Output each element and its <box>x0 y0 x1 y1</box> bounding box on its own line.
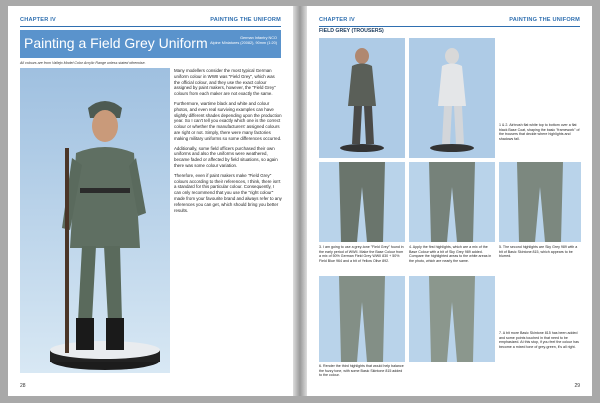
photo-step-6 <box>319 276 405 362</box>
article-title: Painting a Field Grey Uniform <box>24 35 208 51</box>
chapter-label: CHAPTER IV <box>319 17 355 23</box>
header-rule <box>319 26 580 27</box>
figure-photo-main <box>20 68 170 373</box>
caption-step-3: 3. I am going to use a grey-tone "Field Grey" found in the early period of WWII. Make the Base Colour from a mix of 50% German Field Grey WWII 830 + 50% Field Blue 964 and a bit of Yellow Olive 892. <box>319 245 404 263</box>
title-meta-line: German Infantry NCO <box>240 36 277 40</box>
title-meta <box>192 36 277 46</box>
photo-step-7 <box>409 276 495 362</box>
caption-step-5: 5. The second highlights are Sky Grey 989 with a bit of Basic Skintone 815, which appears to be blurred. <box>499 245 578 259</box>
chapter-label: CHAPTER IV <box>20 17 56 23</box>
caption-step-6: 6. Render the third highlights that would help balance the fuzzy tone, with some Basic Skintone 815 added to the colour. <box>319 364 404 378</box>
running-head: PAINTING THE UNIFORM <box>210 17 281 23</box>
photo-step-5 <box>499 162 581 242</box>
body-text <box>174 68 282 217</box>
photo-step-4 <box>409 162 495 242</box>
header-rule <box>20 26 281 27</box>
paragraph: Therefore, even if paint makers make "Field Grey" colours according to their references, I think, there isn't a standard for this particular colour. Consequently, I can only recommend that you use the "right colour" made from your favourite brand and always refer to any references you can get, which should bring you better results. <box>174 172 282 213</box>
colour-note: All colours are from Vallejo Model Color Acrylic Range unless stated otherwise. <box>20 61 146 65</box>
paragraph: Furthermore, wartime black and white and colour photos, and even real surviving examples can have slightly different shades depending upon the production year. So I can't tell you exactly which one is the correct colour or whether the manufacturers' assigned colours are right or not. Simply, there were many factories making military uniforms so some differences occurred. <box>174 100 282 141</box>
book-spine <box>293 6 307 396</box>
left-page <box>8 6 293 396</box>
caption-step-7: 7. A bit more Basic Skintone 815 has been added and some points touched in that need to be emphasized. At this stop, if you feel the colour has become a mixed tone of grey-green, it's all right. <box>499 331 579 349</box>
page-header <box>307 6 592 30</box>
photo-step-2 <box>409 38 495 158</box>
caption-step-1-2: 1 & 2. Airbrush flat white top to bottom over a flat black Base Coat, shaping the basic "framework" of the trousers that decide where highlights and shadows fall. <box>499 123 580 141</box>
title-meta-line: Alpine Miniatures (20082), 90mm (1:20) <box>210 41 277 45</box>
page-header <box>8 6 293 30</box>
paragraph: Additionally, some field officers purchased their own uniforms and also the uniforms were weathered, became faded or affected by field situations, so again there was some colour variation. <box>174 145 278 168</box>
photo-step-3 <box>319 162 405 242</box>
paragraph: Many modellers consider the most typical German uniform colour in WWII was "Field Grey", which was the official colour, and they use the exact colour assigned by paint makers, however, the "Field Grey" colours from each maker are not exactly the same. <box>174 68 276 97</box>
page-number: 28 <box>20 383 26 389</box>
photo-step-1 <box>319 38 405 158</box>
title-bar <box>20 30 281 58</box>
page-number: 29 <box>574 383 580 389</box>
section-heading: FIELD GREY (TROUSERS) <box>319 28 384 34</box>
running-head: PAINTING THE UNIFORM <box>509 17 580 23</box>
right-page <box>307 6 592 396</box>
caption-step-4: 4. Apply the first highlights, which are a mix of the Base Colour with a bit of Sky Grey 989 added. Compare the highlighted areas to the white areas in the photo, which are nearly the same. <box>409 245 492 263</box>
